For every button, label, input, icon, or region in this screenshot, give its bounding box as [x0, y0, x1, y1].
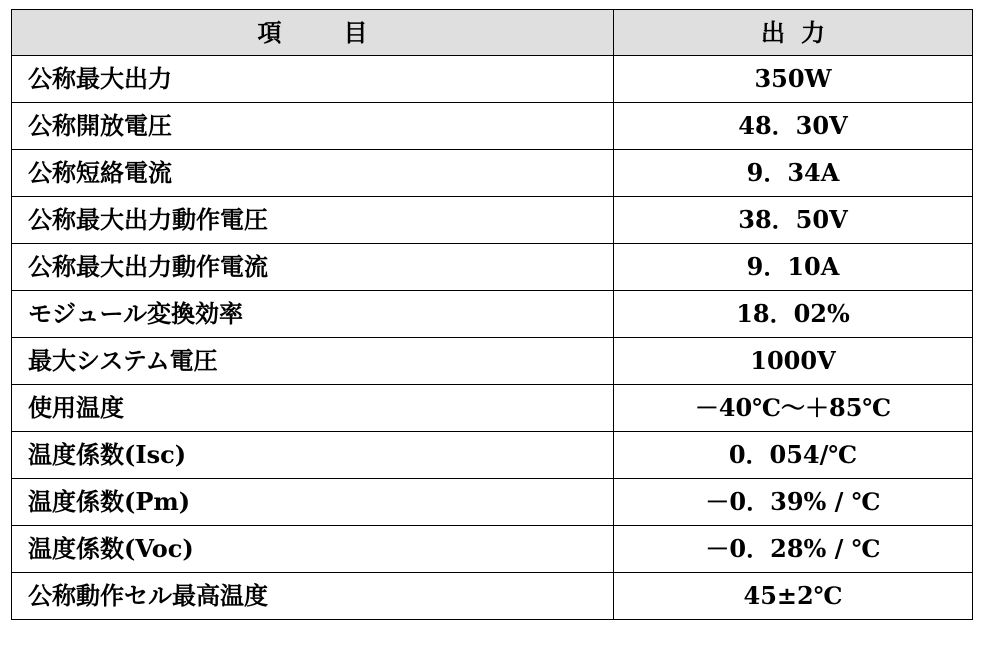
row-value: 38．50V — [614, 197, 973, 244]
row-item: 公称開放電圧 — [12, 103, 614, 150]
table-row — [12, 573, 973, 620]
table-row — [12, 291, 973, 338]
row-value: 0．054/℃ — [614, 432, 973, 479]
table-row — [12, 432, 973, 479]
row-value: 9．34A — [614, 150, 973, 197]
table-row — [12, 197, 973, 244]
table-row — [12, 479, 973, 526]
row-value: 350W — [614, 56, 973, 103]
table-row — [12, 56, 973, 103]
row-item: モジュール変換効率 — [12, 291, 614, 338]
row-value: －0．28% / ℃ — [614, 526, 973, 573]
row-value: －0．39% / ℃ — [614, 479, 973, 526]
row-value: 9．10A — [614, 244, 973, 291]
row-item: 使用温度 — [12, 385, 614, 432]
table-row — [12, 103, 973, 150]
row-item: 公称最大出力 — [12, 56, 614, 103]
header-item: 項目 — [12, 10, 614, 56]
row-item: 最大システム電圧 — [12, 338, 614, 385]
table-row — [12, 244, 973, 291]
row-item: 温度係数(Voc) — [12, 526, 614, 573]
row-item: 公称短絡電流 — [12, 150, 614, 197]
table-row — [12, 526, 973, 573]
row-value: 18．02% — [614, 291, 973, 338]
table-row — [12, 150, 973, 197]
row-item: 公称最大出力動作電圧 — [12, 197, 614, 244]
header-output: 出力 — [614, 10, 973, 56]
row-value: 1000V — [614, 338, 973, 385]
table-row — [12, 338, 973, 385]
row-item: 公称動作セル最高温度 — [12, 573, 614, 620]
header-row — [12, 10, 973, 56]
row-value: －40℃～＋85℃ — [614, 385, 973, 432]
spec-table — [11, 9, 973, 620]
row-item: 温度係数(Pm) — [12, 479, 614, 526]
table-row — [12, 385, 973, 432]
row-value: 48．30V — [614, 103, 973, 150]
row-item: 温度係数(Isc) — [12, 432, 614, 479]
row-value: 45±2℃ — [614, 573, 973, 620]
row-item: 公称最大出力動作電流 — [12, 244, 614, 291]
